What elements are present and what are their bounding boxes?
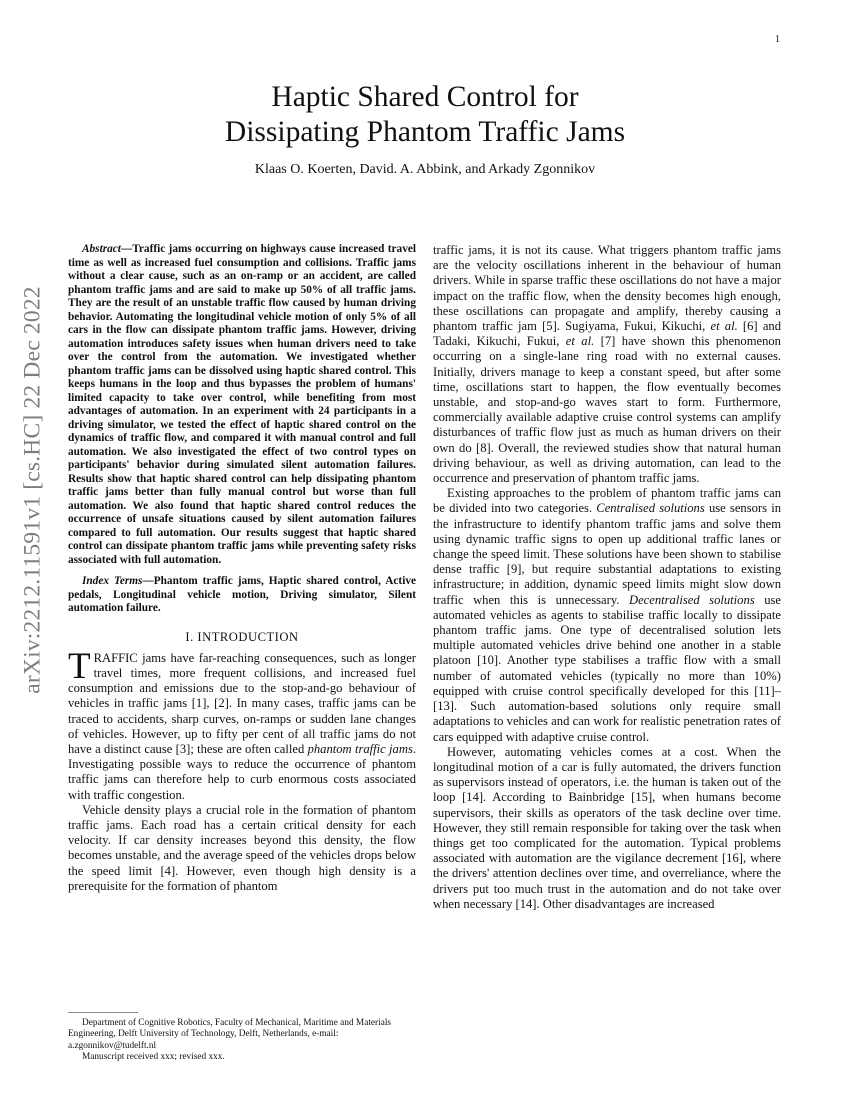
left-column (68, 243, 416, 894)
index-terms (68, 575, 416, 616)
drop-cap: T (68, 645, 91, 687)
title-line-1: Haptic Shared Control for (271, 81, 579, 113)
abstract-label: Abstract (82, 243, 121, 255)
right-paragraph-3: However, automating vehicles comes at a cost. When the longitudinal motion of a car is fully automated, the drivers function as supervisors instead of operators, i.e. the human is taken out of the loop [14]. According to Bainbridge [15], when humans become supervisors, their skills as operators of the task decline over time. However, they still remain responsible for taking over the task when things get too complicated for the automation. Typical problems associated with automation are the vigilance decrement [16], where the drivers' attention declines over time, and overreliance, where the drivers put too much trust in the automation and do not take over when necessary [14]. Other disadvantages are increased (433, 744, 781, 911)
abstract-text: —Traffic jams occurring on highways cause increased travel time as well as increased fuel consumption and collisions. Traffic jams without a clear cause, such as an on-ramp or an accident, are called phantom traffic jams and are said to make up 50% of all traffic jams. They are the result of an unstable traffic flow caused by human driving behavior. Automating the longitudinal vehicle motion of only 5% of all cars in the flow can dissipate phantom traffic jams. However, driving automation introduces safety issues when human drivers need to take over the control from the automation. We investigated whether phantom traffic jams can be dissolved using haptic shared control. This keeps humans in the loop and thus bypasses the problem of humans' limited capacity to take over control, while benefiting from most advantages of automation. In an experiment with 24 participants in a driving simulator, we tested the effect of haptic shared control on the dynamics of traffic flow, and compared it with manual control and full automation. We also investigated the effect of two control types on participants' behavior during simulated silent automation failures. Results show that haptic shared control can help dissipating phantom traffic jams better than fully manual control but worse than full automation. We also found that haptic shared control reduces the occurrence of unsafe situations caused by silent automation failures compared to full automation. Our results suggest that haptic shared control can dissipate phantom traffic jams while preventing safety risks associated with full automation. (68, 243, 416, 566)
right-column (433, 243, 781, 912)
section-heading: I. INTRODUCTION (185, 629, 299, 644)
right-paragraph-1: traffic jams, it is not its cause. What triggers phantom traffic jams are the velocity oscillations inherent in the behaviour of human drivers. While in sparse traffic these oscillations do not have a major impact on the traffic flow, when the density becomes high enough, these oscillations can propagate and amplify, thereby causing a phantom traffic jam [5]. Sugiyama, Fukui, Kikuchi, et al. [6] and Tadaki, Kikuchi, Fukui, et al. [7] have shown this phenomenon occurring on a single-lane ring road with no external causes. Initially, drivers manage to keep a constant speed, but after some time, oscillations start to happen, the flow eventually becomes unstable, and stop-and-go waves start to form. Furthermore, commercially available adaptive cruise control systems can amplify disturbances of traffic flow just as much as human drivers on their own do [8]. Overall, the reviewed studies show that natural human driving behaviour, as well as driving automation, can lead to the occurrence and preservation of phantom traffic jams. (433, 243, 781, 486)
index-terms-label: Index Terms (82, 575, 143, 587)
arxiv-stamp (15, 286, 51, 694)
footnote-rule (68, 1012, 138, 1013)
footnote (68, 1018, 418, 1063)
arxiv-stamp-text: arXiv:2212.11591v1 [cs.HC] 22 Dec 2022 (19, 286, 46, 694)
page-number: 1 (775, 34, 780, 45)
authors: Klaas O. Koerten, David. A. Abbink, and Arkady Zgonnikov (254, 162, 596, 177)
abstract (68, 243, 416, 567)
intro-paragraph-2: Vehicle density plays a crucial role in the formation of phantom traffic jams. Each road has a certain critical density for each velocity. If car density increases beyond this density, the flow becomes unstable, and the average speed of the vehicles drops below the speed limit [4]. However, even though high density is a prerequisite for the formation of phantom (68, 802, 416, 893)
intro-paragraph-1: TRAFFIC jams have far-reaching consequences, such as longer travel times, more frequent collisions, and increased fuel consumption and emissions due to the stop-and-go behaviour of vehicles in traffic jams [1], [2]. In many cases, traffic jams can be traced to accidents, sharp curves, on-ramps or sudden lane changes of vehicles. However, up to fifty per cent of all traffic jams do not have a distinct cause [3]; these are often called phantom traffic jams. Investigating possible ways to reduce the occurrence of phantom traffic jams can therefore help to curb enormous costs associated with traffic congestion. (68, 645, 417, 802)
index-terms-text: —Phantom traffic jams, Haptic shared control, Active pedals, Longitudinal vehicle motion, Driving simulator, Silent automation failure. (68, 575, 416, 614)
paper-title (0, 80, 850, 150)
title-line-2: Dissipating Phantom Traffic Jams (224, 116, 626, 148)
footnote-affiliation: Department of Cognitive Robotics, Faculty of Mechanical, Maritime and Materials Engineering, Delft University of Technology, Delft, Netherlands, e-mail: a.zgonnikov@tudelft.nl (68, 1018, 392, 1051)
right-paragraph-2: Existing approaches to the problem of phantom traffic jams can be divided into two categories. Centralised solutions use sensors in the infrastructure to identify phantom traffic jams and solve them using dynamic traffic signs to open up additional traffic lanes or change the speed limit. These solutions have been shown to stabilise dense traffic [9], but require substantial adaptations to existing infrastructure; in addition, dynamic speed limits might slow down traffic when this is unnecessary. Decentralised solutions use automated vehicles as agents to stabilise traffic locally to dissipate phantom traffic jams. One type of decentralised solution lets multiple automated vehicles drive behind one another in a stable platoon [10]. Another type stabilises a traffic flow with a small number of automated vehicles (typically no more than 10%) equipped with cruise control specifically developed for this [11]–[13]. Such automation-based solutions only require small adaptations to vehicles and can work for realistic penetration rates of cars equipped with adaptive cruise control. (433, 486, 781, 744)
footnote-manuscript: Manuscript received xxx; revised xxx. (82, 1051, 225, 1062)
